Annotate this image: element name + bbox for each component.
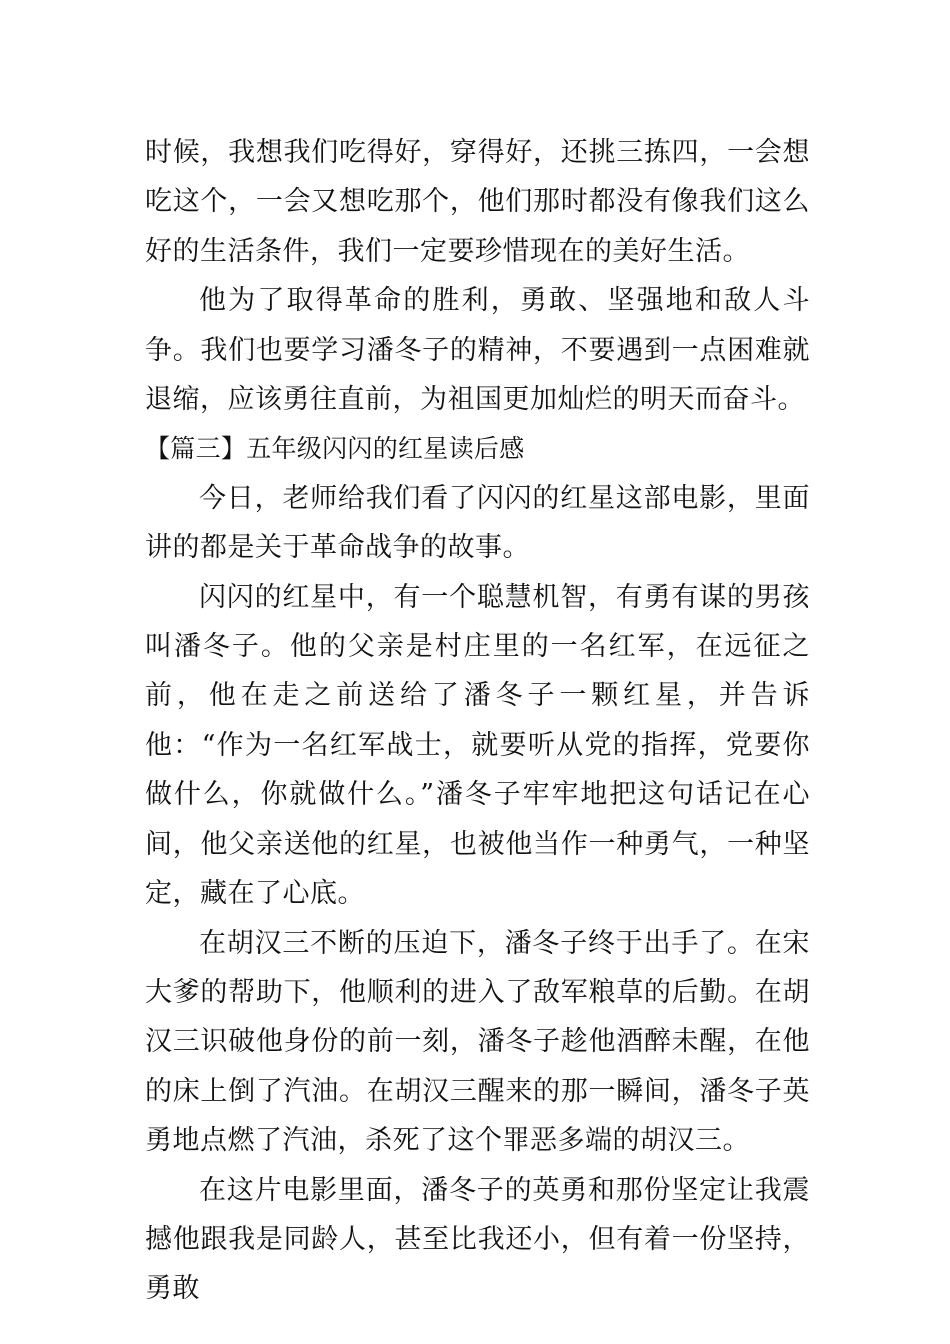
paragraph-3: 今日，老师给我们看了闪闪的红星这部电影，里面讲的都是关于革命战争的故事。 — [145, 482, 810, 564]
paragraph-6: 在这片电影里面，潘冬子的英勇和那份坚定让我震撼他跟我是同龄人，甚至比我还小，但有着一份坚持，勇敢 — [145, 1174, 810, 1305]
paragraph-2: 他为了取得革命的胜利，勇敢、坚强地和敌人斗争。我们也要学习潘冬子的精神，不要遇到一点困难就退缩，应该勇往直前，为祖国更加灿烂的明天而奋斗。 — [145, 285, 810, 416]
paragraph-5: 在胡汉三不断的压迫下，潘冬子终于出手了。在宋大爹的帮助下，他顺利的进入了敌军粮草的后勤。在胡汉三识破他身份的前一刻，潘冬子趁他酒醉未醒，在他的床上倒了汽油。在胡汉三醒来的那一瞬间，潘冬子英勇地点燃了汽油，杀死了这个罪恶多端的胡汉三。 — [145, 927, 810, 1157]
section-heading: 【篇三】五年级闪闪的红星读后感 — [145, 434, 525, 464]
paragraph-4: 闪闪的红星中，有一个聪慧机智，有勇有谋的男孩叫潘冬子。他的父亲是村庄里的一名红军，在远征之前，他在走之前送给了潘冬子一颗红星，并告诉他：“作为一名红军战士，就要听从党的指挥，党要你做什么，你就做什么。”潘冬子牢牢地把这句话记在心间，他父亲送他的红星，也被他当作一种勇气，一种坚定，藏在了心底。 — [145, 581, 810, 910]
paragraph-1: 时候，我想我们吃得好，穿得好，还挑三拣四，一会想吃这个，一会又想吃那个，他们那时都没有像我们这么好的生活条件，我们一定要珍惜现在的美好生活。 — [145, 137, 810, 267]
document-page — [145, 128, 810, 1314]
